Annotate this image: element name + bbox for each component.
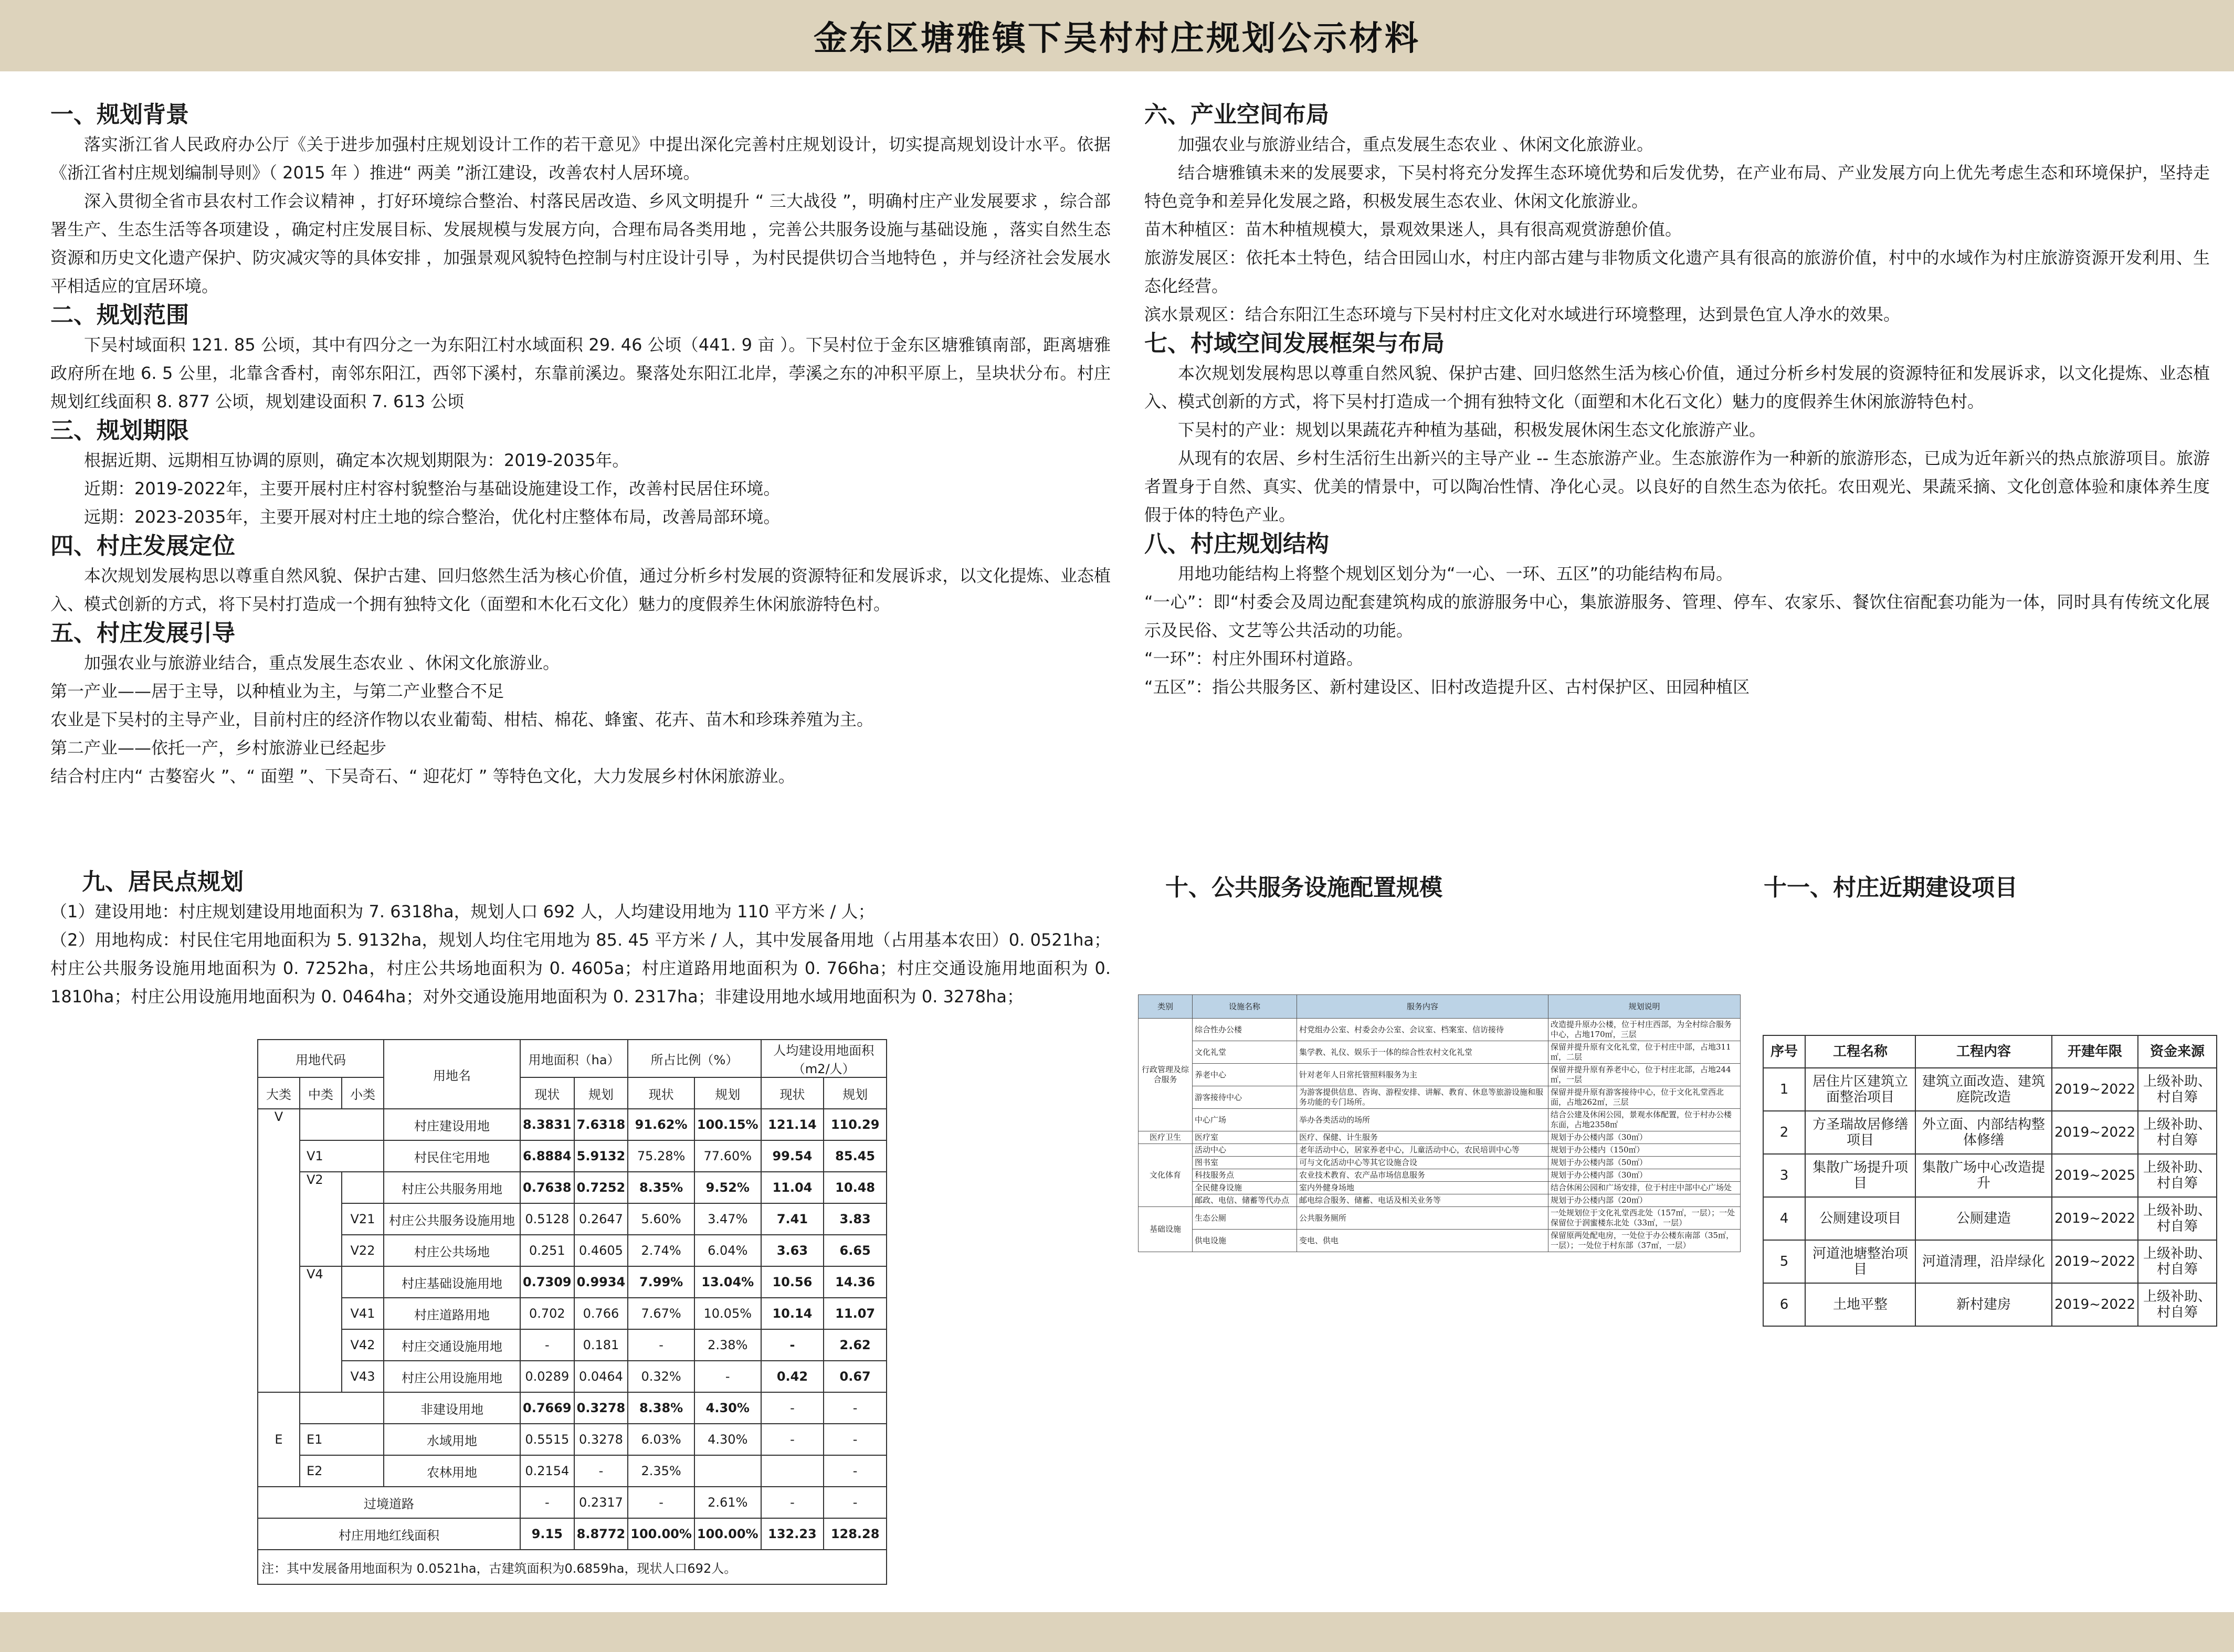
table-cell: 4: [1763, 1197, 1805, 1240]
table-cell: 公厕建设项目: [1805, 1197, 1915, 1240]
table-cell: 0.5128: [520, 1203, 574, 1235]
table-cell: 上级补助、村自筹: [2138, 1283, 2217, 1326]
table-cell: 10.05%: [694, 1298, 761, 1329]
table-row: [1139, 1194, 1741, 1207]
table-cell: 规划于办公楼内部（50㎡）: [1548, 1157, 1741, 1169]
section-heading: 四、村庄发展定位: [50, 533, 235, 559]
table-cell: 生态公厕: [1193, 1207, 1297, 1230]
table-cell: 集学教、礼仪、娱乐于一体的综合性农村文化礼堂: [1297, 1041, 1548, 1064]
table-cell: 集散广场中心改造提升: [1915, 1154, 2052, 1197]
table-cell: 4.30%: [694, 1392, 761, 1424]
paragraph: 结合村庄内“ 古嫯窑火 ”、“ 面塑 ”、下吴奇石、“ 迎花灯 ” 等特色文化，大力发展乡村休闲旅游业。: [50, 766, 795, 786]
table-cell: 基础设施: [1139, 1207, 1193, 1252]
table-row: [258, 1140, 887, 1172]
table-cell: 99.54: [761, 1140, 824, 1172]
table-cell: 结合公建及休闲公园，景观水体配置，位于村办公楼东面，占地2358㎡: [1548, 1109, 1741, 1131]
table-row: [1139, 1144, 1741, 1157]
table-cell: [300, 1109, 384, 1140]
table-cell: 规划于办公楼内部（30㎡）: [1548, 1169, 1741, 1182]
table-header: 开建年限: [2052, 1035, 2138, 1068]
table-cell: 村党组办公室、村委会办公室、会议室、档案室、信访接待: [1297, 1019, 1548, 1041]
table-row: [1139, 1064, 1741, 1086]
table-header: 服务内容: [1297, 995, 1548, 1019]
paragraph: 第二产业——依托一产，乡村旅游业已经起步: [50, 738, 387, 758]
table-cell: E2: [300, 1455, 384, 1487]
paragraph: 加强农业与旅游业结合，重点发展生态农业 、休闲文化旅游业。: [84, 653, 560, 673]
section-heading: 二、规划范围: [50, 302, 189, 329]
table-header: 规划: [824, 1077, 887, 1109]
table-cell: -: [574, 1455, 628, 1487]
table-cell: 针对老年人日常托管照料服务为主: [1297, 1064, 1548, 1086]
table-cell: 2: [1763, 1111, 1805, 1154]
table-cell: 2.62: [824, 1329, 887, 1361]
paragraph: 下吴村的产业：规划以果蔬花卉种植为基础，积极发展休闲生态文化旅游产业。: [1178, 420, 1766, 440]
left-column: [50, 100, 1111, 790]
table-cell: 一处规划位于文化礼堂西北处（157㎡，一层）；一处保留位于润蜜楼东北处（33㎡，一层）: [1548, 1207, 1741, 1230]
table-cell: 0.0464: [574, 1361, 628, 1392]
table-cell: V: [258, 1109, 300, 1392]
page-title: 金东区塘雅镇下吴村村庄规划公示材料: [814, 19, 1420, 58]
table-cell: 9.15: [520, 1518, 574, 1550]
right-column: [1144, 100, 2210, 701]
table-cell: E: [258, 1392, 300, 1487]
paragraph: 农业是下吴村的主导产业，目前村庄的经济作物以农业葡萄、柑桔、棉花、蜂蜜、花卉、苗木和珍珠养殖为主。: [50, 709, 874, 729]
table-header: 现状: [520, 1077, 574, 1109]
paragraph: “一心”：即“村委会及周边配套建筑构成的旅游服务中心，集旅游服务、管理、停车、农家乐、餐饮住宿配套功能为一体，同时具有传统文化展示及民俗、文艺等公共活动的功能。: [1144, 592, 2210, 640]
paragraph: 根据近期、远期相互协调的原则，确定本次规划期限为：2019-2035年。: [84, 450, 629, 470]
table-cell: 3.63: [761, 1235, 824, 1266]
table-row: [258, 1172, 887, 1203]
table-cell: 0.42: [761, 1361, 824, 1392]
table-cell: 5.60%: [628, 1203, 694, 1235]
table-cell: 保留并提升原有游客接待中心，位于文化礼堂西北面，占地262㎡，三层: [1548, 1086, 1741, 1109]
table-cell: 0.2317: [574, 1487, 628, 1518]
table-cell: 活动中心: [1193, 1144, 1297, 1157]
table-cell: 养老中心: [1193, 1064, 1297, 1086]
table-cell: 0.32%: [628, 1361, 694, 1392]
paragraph: 本次规划发展构思以尊重自然风貌、保护古建、回归悠然生活为核心价值，通过分析乡村发展的资源特征和发展诉求，以文化提炼、业态植入、模式创新的方式，将下吴村打造成一个拥有独特文化（面塑和木化石文化）魅力的度假养生休闲旅游特色村。: [1144, 363, 2210, 411]
table-cell: 6.8884: [520, 1140, 574, 1172]
table-cell: 科技服务点: [1193, 1169, 1297, 1182]
table-cell: 医疗、保健、计生服务: [1297, 1131, 1548, 1144]
table-cell: 文化礼堂: [1193, 1041, 1297, 1064]
table-cell: 行政管理及综合服务: [1139, 1019, 1193, 1131]
table-cell: 改造提升原办公楼，位于村庄西部，为全村综合服务中心，占地170㎡，三层: [1548, 1019, 1741, 1041]
table-header: 小类: [342, 1077, 384, 1109]
table-cell: 0.251: [520, 1235, 574, 1266]
table-cell: 0.5515: [520, 1424, 574, 1455]
table-row: [258, 1424, 887, 1455]
table-cell: 村庄公共服务设施用地: [384, 1203, 520, 1235]
table-cell: V42: [342, 1329, 384, 1361]
table-cell: 4.30%: [694, 1424, 761, 1455]
table-cell: 14.36: [824, 1266, 887, 1298]
table-header: 用地名: [384, 1040, 520, 1109]
public-facilities-title: 十、公共服务设施配置规模: [1165, 874, 1442, 901]
table-header: 现状: [761, 1077, 824, 1109]
table-cell: 村庄公共服务用地: [384, 1172, 520, 1203]
table-cell: 0.2154: [520, 1455, 574, 1487]
table-cell: 集散广场提升项目: [1805, 1154, 1915, 1197]
table-cell: 6: [1763, 1283, 1805, 1326]
table-note: 注：其中发展备用地面积为 0.0521ha，古建筑面积为0.6859ha，现状人口692人。: [258, 1550, 887, 1584]
table-row: [258, 1235, 887, 1266]
table-cell: 保留并提升原有养老中心，位于村庄北部，占地244㎡，一层: [1548, 1064, 1741, 1086]
table-cell: 保留原两处配电房，一处位于办公楼东南部（35㎡，一层）；一处位于村东部（37㎡，一层）: [1548, 1230, 1741, 1252]
table-row: [1763, 1154, 2217, 1197]
paragraph: “五区”：指公共服务区、新村建设区、旧村改造提升区、古村保护区、田园种植区: [1144, 677, 1750, 697]
table-cell: V2: [300, 1172, 342, 1266]
paragraph: 远期：2023-2035年，主要开展对村庄土地的综合整治，优化村庄整体布局，改善局部环境。: [84, 507, 781, 527]
table-cell: 2019~2022: [2052, 1111, 2138, 1154]
table-cell: E1: [300, 1424, 384, 1455]
table-header: 工程内容: [1915, 1035, 2052, 1068]
table-cell: 2019~2022: [2052, 1068, 2138, 1111]
table-cell: 11.04: [761, 1172, 824, 1203]
table-cell: 91.62%: [628, 1109, 694, 1140]
table-cell: 3.83: [824, 1203, 887, 1235]
table-row: [258, 1203, 887, 1235]
table-row: [1139, 1182, 1741, 1194]
table-cell: 新村建房: [1915, 1283, 2052, 1326]
table-cell: 医疗卫生: [1139, 1131, 1193, 1144]
paragraph: 旅游发展区：依托本土特色，结合田园山水，村庄内部古建与非物质文化遗产具有很高的旅游价值，村中的水域作为村庄旅游资源开发利用、生态化经营。: [1144, 248, 2210, 296]
land-use-table: [257, 1039, 887, 1585]
table-cell: 全民健身设施: [1193, 1182, 1297, 1194]
table-cell: 9.52%: [694, 1172, 761, 1203]
table-row: [258, 1361, 887, 1392]
table-cell: 0.7309: [520, 1266, 574, 1298]
table-cell: 3.47%: [694, 1203, 761, 1235]
table-cell: 农林用地: [384, 1455, 520, 1487]
table-cell: 村庄公用设施用地: [384, 1361, 520, 1392]
paragraph: 加强农业与旅游业结合，重点发展生态农业 、休闲文化旅游业。: [1178, 134, 1654, 154]
table-cell: 128.28: [824, 1518, 887, 1550]
table-cell: V22: [342, 1235, 384, 1266]
table-cell: -: [824, 1455, 887, 1487]
table-cell: 6.04%: [694, 1235, 761, 1266]
paragraph: 本次规划发展构思以尊重自然风貌、保护古建、回归悠然生活为核心价值，通过分析乡村发展的资源特征和发展诉求，以文化提炼、业态植入、模式创新的方式，将下吴村打造成一个拥有独特文化（面塑和木化石文化）魅力的度假养生休闲旅游特色村。: [50, 566, 1111, 614]
table-cell: -: [824, 1424, 887, 1455]
table-cell: 上级补助、村自筹: [2138, 1197, 2217, 1240]
table-row: [1139, 1230, 1741, 1252]
table-cell: 0.766: [574, 1298, 628, 1329]
table-cell: 村庄道路用地: [384, 1298, 520, 1329]
table-row: [1139, 1207, 1741, 1230]
table-cell: -: [628, 1329, 694, 1361]
table-header: 规划: [574, 1077, 628, 1109]
paragraph: 从现有的农居、乡村生活衍生出新兴的主导产业 -- 生态旅游产业。生态旅游作为一种新的旅游形态，已成为近年新兴的热点旅游项目。旅游者置身于自然、真实、优美的情景中，可以陶冶性情、净化心灵。以良好的自然生态为依托。农田观光、果蔬采摘、文化创意体验和康体养生度假于体的特色产业。: [1144, 448, 2210, 525]
table-cell: 110.29: [824, 1109, 887, 1140]
table-cell: 上级补助、村自筹: [2138, 1111, 2217, 1154]
table-cell: 方圣瑞故居修缮项目: [1805, 1111, 1915, 1154]
table-cell: 上级补助、村自筹: [2138, 1154, 2217, 1197]
table-cell: -: [520, 1487, 574, 1518]
table-cell: [300, 1392, 384, 1424]
table-cell: 10.14: [761, 1298, 824, 1329]
table-cell: 可与文化活动中心等其它设施合设: [1297, 1157, 1548, 1169]
table-cell: 121.14: [761, 1109, 824, 1140]
paragraph: 落实浙江省人民政府办公厅《关于进步加强村庄规划设计工作的若干意见》中提出深化完善村庄规划设计，切实提高规划设计水平。依据《浙江省村庄规划编制导则》（ 2015 年 ）推进“ 两美 ”浙江建设，改善农村人居环境。: [50, 134, 1111, 183]
table-cell: 医疗室: [1193, 1131, 1297, 1144]
table-cell: 游客接待中心: [1193, 1086, 1297, 1109]
paragraph: 用地功能结构上将整个规划区划分为“一心、一环、五区”的功能结构布局。: [1178, 564, 1733, 584]
table-cell: 河道清理，沿岸绿化: [1915, 1240, 2052, 1283]
section-heading: 一、规划背景: [50, 101, 189, 128]
paragraph: （1）建设用地：村庄规划建设用地面积为 7. 6318ha，规划人口 692 人，人均建设用地为 110 平方米 / 人；: [50, 902, 875, 922]
paragraph: “一环”：村庄外围环村道路。: [1144, 649, 1364, 669]
paragraph: 第一产业——居于主导，以种植业为主，与第二产业整合不足: [50, 681, 504, 701]
table-cell: 土地平整: [1805, 1283, 1915, 1326]
table-cell: 村庄公共场地: [384, 1235, 520, 1266]
table-cell: 7.6318: [574, 1109, 628, 1140]
table-cell: 11.07: [824, 1298, 887, 1329]
table-cell: 为游客提供信息、咨询、游程安排、讲解、教育、休息等旅游设施和服务功能的专门场所。: [1297, 1086, 1548, 1109]
table-row: [258, 1266, 887, 1298]
table-header: 资金来源: [2138, 1035, 2217, 1068]
table-cell: [342, 1266, 384, 1298]
table-cell: 上级补助、村自筹: [2138, 1240, 2217, 1283]
table-cell: 村庄用地红线面积: [258, 1518, 520, 1550]
table-cell: V1: [300, 1140, 384, 1172]
table-cell: -: [628, 1487, 694, 1518]
table-cell: 3: [1763, 1154, 1805, 1197]
table-cell: 132.23: [761, 1518, 824, 1550]
table-cell: 0.2647: [574, 1203, 628, 1235]
table-header: 设施名称: [1193, 995, 1297, 1019]
table-cell: 邮政、电信、储蓄等代办点: [1193, 1194, 1297, 1207]
table-cell: 变电、供电: [1297, 1230, 1548, 1252]
table-cell: 村庄基础设施用地: [384, 1266, 520, 1298]
table-cell: 老年活动中心，居家养老中心，儿童活动中心，农民培训中心等: [1297, 1144, 1548, 1157]
paragraph: 下吴村域面积 121. 85 公顷，其中有四分之一为东阳江村水域面积 29. 46 公顷（441. 9 亩 ）。下吴村位于金东区塘雅镇南部，距离塘雅政府所在地 6. 5 公里，北靠含香村，南邻东阳江，西邻下溪村，东靠前溪边。聚落处东阳江北岸，荸溪之东的冲积平原上，呈块状分布。村庄规划红线面积 8. 877 公顷，规划建设面积 7. 613 公顷: [50, 335, 1111, 411]
table-row: [258, 1109, 887, 1140]
table-cell: 公厕建造: [1915, 1197, 2052, 1240]
table-cell: -: [761, 1329, 824, 1361]
footer-band: [0, 1612, 2234, 1652]
projects-table: [1763, 1035, 2217, 1327]
table-cell: 保留并提升原有文化礼堂，位于村庄中部，占地311㎡，二层: [1548, 1041, 1741, 1064]
table-cell: 2019~2022: [2052, 1197, 2138, 1240]
table-cell: 0.0289: [520, 1361, 574, 1392]
table-cell: 0.7638: [520, 1172, 574, 1203]
table-cell: -: [824, 1392, 887, 1424]
paragraph: 近期：2019-2022年，主要开展村庄村容村貌整治与基础设施建设工作，改善村民居住环境。: [84, 479, 781, 499]
table-cell: 农业技术教育、农产品市场信息服务: [1297, 1169, 1548, 1182]
table-cell: 0.702: [520, 1298, 574, 1329]
title-banner: [0, 0, 2234, 71]
table-cell: 13.04%: [694, 1266, 761, 1298]
table-cell: 2019~2022: [2052, 1283, 2138, 1326]
table-cell: 100.15%: [694, 1109, 761, 1140]
table-header: 大类: [258, 1077, 300, 1109]
table-cell: 7.41: [761, 1203, 824, 1235]
table-cell: 2019~2025: [2052, 1154, 2138, 1197]
table-cell: -: [761, 1424, 824, 1455]
table-cell: 77.60%: [694, 1140, 761, 1172]
table-cell: 8.38%: [628, 1392, 694, 1424]
table-row: [1763, 1283, 2217, 1326]
table-cell: 100.00%: [628, 1518, 694, 1550]
table-cell: 2.74%: [628, 1235, 694, 1266]
table-cell: 7.99%: [628, 1266, 694, 1298]
table-cell: 图书室: [1193, 1157, 1297, 1169]
table-cell: V41: [342, 1298, 384, 1329]
table-cell: 规划于办公楼内部（20㎡）: [1548, 1194, 1741, 1207]
table-cell: 0.3278: [574, 1424, 628, 1455]
table-cell: 中心广场: [1193, 1109, 1297, 1131]
section-heading: 三、规划期限: [50, 417, 189, 444]
table-cell: -: [761, 1392, 824, 1424]
table-cell: 上级补助、村自筹: [2138, 1068, 2217, 1111]
section-9: [50, 867, 1111, 1011]
paragraph: （2）用地构成：村民住宅用地面积为 5. 9132ha，规划人均住宅用地为 85. 45 平方米 / 人，其中发展备用地（占用基本农田）0. 0521ha；村庄公共服务设施用地面积为 0. 7252ha，村庄公共场地面积为 0. 4605a；村庄道路用地面积为 0. 766ha；村庄交通设施用地面积为 0. 1810ha；村庄公用设施用地面积为 0. 0464ha；对外交通设施用地面积为 0. 2317ha；非建设用地水域用地面积为 0. 3278ha；: [50, 930, 1111, 1007]
table-cell: 6.03%: [628, 1424, 694, 1455]
section-heading: 六、产业空间布局: [1144, 101, 1329, 128]
table-row: [1763, 1197, 2217, 1240]
table-row: [1139, 1157, 1741, 1169]
table-row: [258, 1298, 887, 1329]
table-cell: 过境道路: [258, 1487, 520, 1518]
projects-title: 十一、村庄近期建设项目: [1764, 874, 2018, 901]
table-row: [258, 1518, 887, 1550]
table-cell: 2.35%: [628, 1455, 694, 1487]
table-cell: -: [761, 1487, 824, 1518]
table-header: 类别: [1139, 995, 1193, 1019]
table-cell: 2.38%: [694, 1329, 761, 1361]
table-cell: [694, 1455, 761, 1487]
table-cell: 5.9132: [574, 1140, 628, 1172]
table-cell: 2019~2022: [2052, 1240, 2138, 1283]
table-cell: 0.7252: [574, 1172, 628, 1203]
table-header: 人均建设用地面积（m2/人）: [761, 1040, 887, 1077]
paragraph: 苗木种植区：苗木种植规模大，景观效果迷人，具有很高观赏游憩价值。: [1144, 219, 1682, 239]
table-cell: V43: [342, 1361, 384, 1392]
table-header: 用地面积（ha）: [520, 1040, 628, 1077]
table-row: [258, 1455, 887, 1487]
table-cell: 8.35%: [628, 1172, 694, 1203]
table-cell: 供电设施: [1193, 1230, 1297, 1252]
table-header: 工程名称: [1805, 1035, 1915, 1068]
table-row: [1139, 1169, 1741, 1182]
table-row: [258, 1329, 887, 1361]
table-cell: 外立面、内部结构整体修缮: [1915, 1111, 2052, 1154]
table-cell: 河道池塘整治项目: [1805, 1240, 1915, 1283]
table-cell: 100.00%: [694, 1518, 761, 1550]
table-cell: 室内外健身场地: [1297, 1182, 1548, 1194]
table-header: 规划: [694, 1077, 761, 1109]
table-row: [258, 1392, 887, 1424]
table-cell: 居住片区建筑立面整治项目: [1805, 1068, 1915, 1111]
table-cell: 6.65: [824, 1235, 887, 1266]
table-cell: 0.3278: [574, 1392, 628, 1424]
table-header: 序号: [1763, 1035, 1805, 1068]
table-cell: -: [520, 1329, 574, 1361]
table-row: [1763, 1111, 2217, 1154]
table-cell: 0.9934: [574, 1266, 628, 1298]
table-cell: 7.67%: [628, 1298, 694, 1329]
table-row: [258, 1487, 887, 1518]
table-cell: 0.7669: [520, 1392, 574, 1424]
public-facilities-table: [1138, 994, 1741, 1252]
paragraph: 深入贯彻全省市县农村工作会议精神 ，打好环境综合整治、村落民居改造、乡风文明提升 “ 三大战役 ”，明确村庄产业发展要求 ，综合部署生产、生态生活等各项建设 ，确定村庄发展目标、发展规模与发展方向，合理布局各类用地 ，完善公共服务设施与基础设施 ，落实自然生态资源和历史文化遗产保护、防灾减灾等的具体安排 ，加强景观风貌特色控制与村庄设计引导 ，为村民提供切合当地特色 ，并与经济社会发展水平相适应的宜居环境。: [50, 191, 1111, 296]
table-cell: 综合性办公楼: [1193, 1019, 1297, 1041]
table-cell: 非建设用地: [384, 1392, 520, 1424]
table-row: [1139, 1086, 1741, 1109]
table-cell: 举办各类活动的场所: [1297, 1109, 1548, 1131]
table-cell: 2.61%: [694, 1487, 761, 1518]
table-header: 现状: [628, 1077, 694, 1109]
table-row: [1763, 1068, 2217, 1111]
table-cell: 建筑立面改造、建筑庭院改造: [1915, 1068, 2052, 1111]
table-cell: 文化体育: [1139, 1144, 1193, 1207]
table-cell: 75.28%: [628, 1140, 694, 1172]
table-cell: 规划于办公楼内部（30㎡）: [1548, 1131, 1741, 1144]
section-heading: 九、居民点规划: [82, 869, 244, 895]
table-cell: 村庄建设用地: [384, 1109, 520, 1140]
table-row: [1763, 1240, 2217, 1283]
table-cell: 1: [1763, 1068, 1805, 1111]
table-row: [1139, 1019, 1741, 1041]
table-row: [1139, 1109, 1741, 1131]
table-cell: 8.3831: [520, 1109, 574, 1140]
table-cell: 0.67: [824, 1361, 887, 1392]
table-cell: 村庄交通设施用地: [384, 1329, 520, 1361]
table-header: 中类: [300, 1077, 342, 1109]
table-cell: 8.8772: [574, 1518, 628, 1550]
section-heading: 七、村域空间发展框架与布局: [1144, 330, 1445, 357]
table-header: 规划说明: [1548, 995, 1741, 1019]
table-cell: 5: [1763, 1240, 1805, 1283]
table-cell: 10.56: [761, 1266, 824, 1298]
table-cell: -: [694, 1361, 761, 1392]
paragraph: 滨水景观区：结合东阳江生态环境与下吴村村庄文化对水域进行环境整理，达到景色宜人净水的效果。: [1144, 304, 1901, 324]
table-cell: 规划于办公楼内（150㎡）: [1548, 1144, 1741, 1157]
table-cell: [761, 1455, 824, 1487]
table-cell: 邮电综合服务、储蓄、电话及相关业务等: [1297, 1194, 1548, 1207]
table-row: [258, 1550, 887, 1584]
table-cell: 10.48: [824, 1172, 887, 1203]
table-row: [1139, 1131, 1741, 1144]
table-cell: 村民住宅用地: [384, 1140, 520, 1172]
table-cell: 结合休闲公园和广场安排，位于村庄中部中心广场处: [1548, 1182, 1741, 1194]
paragraph: 结合塘雅镇未来的发展要求，下吴村将充分发挥生态环境优势和后发优势，在产业布局、产业发展方向上优先考虑生态和环境保护，坚持走特色竞争和差异化发展之路，积极发展生态农业、休闲文化旅游业。: [1144, 163, 2210, 211]
table-header: 用地代码: [258, 1040, 384, 1077]
table-cell: 水域用地: [384, 1424, 520, 1455]
table-cell: [342, 1172, 384, 1203]
section-heading: 五、村庄发展引导: [50, 620, 235, 647]
table-cell: 0.181: [574, 1329, 628, 1361]
section-heading: 八、村庄规划结构: [1144, 531, 1329, 557]
table-cell: -: [824, 1487, 887, 1518]
table-row: [1139, 1041, 1741, 1064]
table-cell: 85.45: [824, 1140, 887, 1172]
table-cell: V4: [300, 1266, 342, 1392]
table-cell: V21: [342, 1203, 384, 1235]
table-header: 所占比例（%）: [628, 1040, 761, 1077]
table-cell: 0.4605: [574, 1235, 628, 1266]
table-cell: 公共服务厕所: [1297, 1207, 1548, 1230]
